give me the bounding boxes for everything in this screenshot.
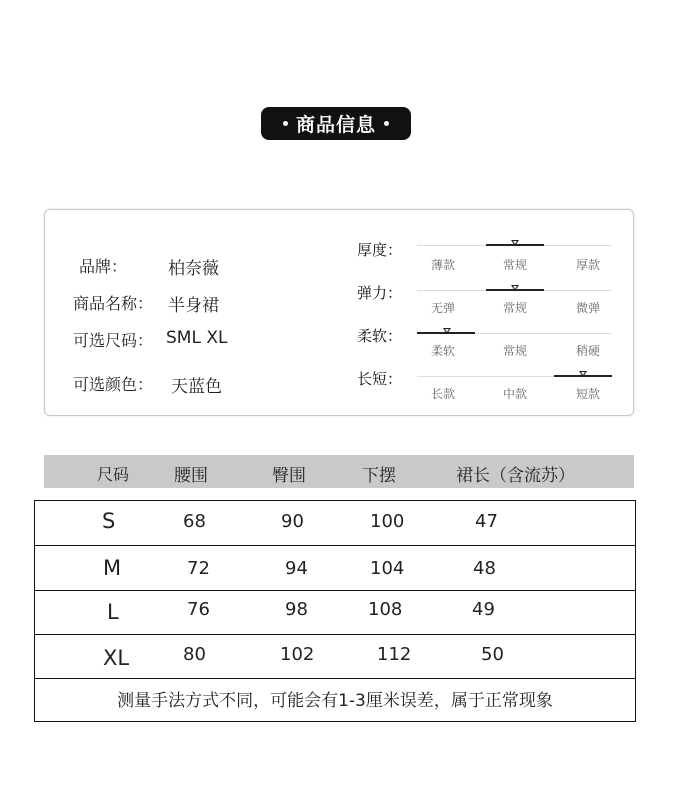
elasticity-option: 微弹 [575, 301, 600, 315]
waist-cell: 76 [187, 599, 210, 620]
thickness-marker-icon [511, 240, 519, 246]
row-divider [35, 634, 635, 635]
softness-option: 柔软 [430, 344, 455, 358]
waist-cell: 72 [187, 558, 210, 579]
hip-cell: 102 [280, 644, 315, 665]
thickness-option: 常规 [502, 258, 527, 272]
brand-label: 品牌： [79, 257, 128, 276]
header-hip: 臀围 [272, 466, 306, 486]
length-cell: 49 [472, 599, 495, 620]
waist-cell: 68 [183, 511, 206, 532]
softness-option: 稍硬 [575, 344, 600, 358]
length-cell: 50 [481, 644, 504, 665]
brand-value: 柏奈薇 [168, 259, 219, 279]
size-cell: L [107, 600, 119, 624]
softness-label: 柔软： [357, 327, 403, 345]
waist-cell: 80 [183, 644, 206, 665]
size-cell: S [102, 509, 116, 533]
size-cell: XL [103, 646, 130, 670]
elasticity-option: 无弹 [430, 301, 455, 315]
size-table-header [44, 455, 634, 488]
hem-cell: 112 [377, 644, 412, 665]
softness-option: 常规 [502, 344, 527, 358]
thickness-option: 薄款 [430, 258, 455, 272]
product-info-card [44, 209, 634, 416]
color-label: 可选颜色： [73, 375, 154, 394]
hip-cell: 90 [281, 511, 304, 532]
length-option: 中款 [502, 387, 527, 401]
hem-cell: 100 [370, 511, 405, 532]
length-label: 长短： [357, 370, 403, 388]
length-marker-icon [579, 371, 587, 377]
hip-cell: 98 [285, 599, 308, 620]
length-cell: 47 [475, 511, 498, 532]
size-table [34, 500, 636, 722]
elasticity-marker-icon [511, 285, 519, 291]
length-option: 长款 [430, 387, 455, 401]
elasticity-label: 弹力： [357, 284, 403, 302]
section-title-text: 商品信息 [295, 114, 376, 136]
section-title [261, 107, 411, 140]
size-cell: M [103, 556, 122, 580]
sizes-value: SML XL [166, 328, 228, 348]
hip-cell: 94 [285, 558, 308, 579]
product-name-value: 半身裙 [168, 296, 219, 316]
sizes-label: 可选尺码： [73, 331, 154, 350]
thickness-option: 厚款 [575, 258, 600, 272]
elasticity-option: 常规 [502, 301, 527, 315]
header-size: 尺码 [97, 465, 130, 484]
header-hem: 下摆 [362, 466, 396, 486]
header-length: 裙长（含流苏） [456, 466, 575, 486]
row-divider [35, 590, 635, 591]
thickness-label: 厚度： [357, 241, 403, 259]
row-divider [35, 678, 635, 679]
measurement-note: 测量手法方式不同，可能会有1-3厘米误差，属于正常现象 [117, 691, 553, 711]
hem-cell: 108 [368, 599, 403, 620]
length-cell: 48 [473, 558, 496, 579]
softness-marker-icon [443, 328, 451, 334]
product-name-label: 商品名称： [73, 294, 154, 313]
row-divider [35, 545, 635, 546]
bullet-dot-icon [283, 121, 288, 126]
header-waist: 腰围 [174, 466, 208, 486]
length-option: 短款 [575, 387, 600, 401]
color-value: 天蓝色 [171, 377, 222, 397]
hem-cell: 104 [370, 558, 405, 579]
bullet-dot-icon [384, 121, 389, 126]
